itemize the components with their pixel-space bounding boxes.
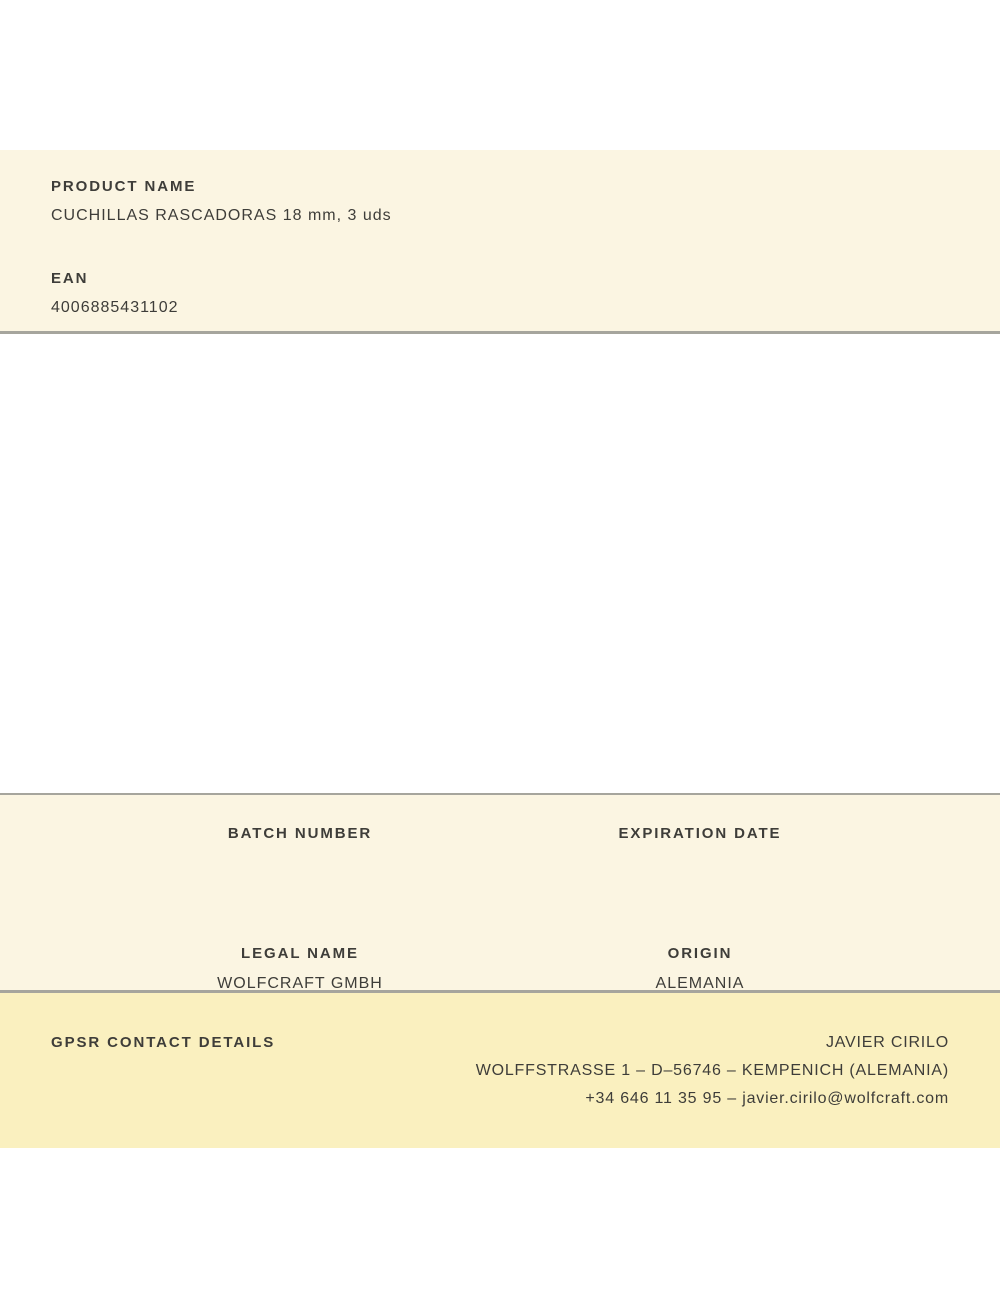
legal-name-value: WOLFCRAFT GMBH: [217, 975, 383, 992]
product-name-label: PRODUCT NAME: [51, 178, 197, 195]
legal-name-label: LEGAL NAME: [241, 945, 359, 962]
batch-number-value: [100, 854, 500, 873]
gpsr-contact-block: [476, 1033, 949, 1117]
origin-label: ORIGIN: [667, 945, 733, 962]
spacer: [51, 225, 950, 269]
batch-number-label: BATCH NUMBER: [227, 825, 373, 842]
expiration-date-value: [500, 854, 900, 873]
product-name-value: CUCHILLAS RASCADORAS 18 mm, 3 uds: [51, 207, 392, 224]
origin-value: ALEMANIA: [655, 975, 745, 992]
gpsr-contact-section: [0, 993, 1000, 1148]
contact-phone-email: +34 646 11 35 95 – javier.cirilo@wolfcraft.com: [585, 1090, 949, 1107]
ean-label: EAN: [51, 270, 89, 287]
origin-field: [500, 944, 900, 993]
expiration-date-field: [500, 824, 900, 873]
ean-value: 4006885431102: [51, 299, 179, 316]
product-info-section: [0, 150, 1000, 334]
expiration-date-label: EXPIRATION DATE: [618, 825, 782, 842]
batch-expiration-row: [100, 824, 900, 873]
legal-origin-row: [100, 944, 900, 993]
contact-address: WOLFFSTRASSE 1 – D–56746 – KEMPENICH (ALEMANIA): [475, 1062, 949, 1079]
batch-number-field: [100, 824, 500, 873]
batch-info-section: [0, 793, 1000, 993]
gpsr-contact-title: GPSR CONTACT DETAILS: [51, 1034, 276, 1051]
legal-name-field: [100, 944, 500, 993]
contact-name: JAVIER CIRILO: [825, 1034, 949, 1051]
